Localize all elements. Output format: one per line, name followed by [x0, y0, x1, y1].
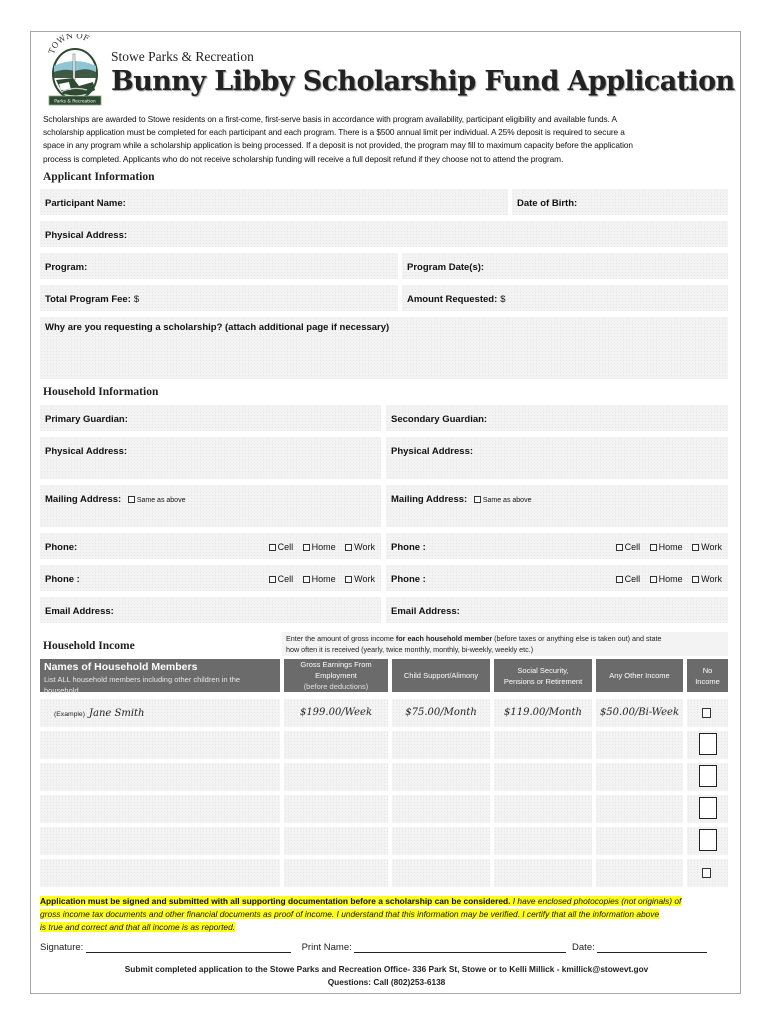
phone-type-work[interactable] — [692, 542, 722, 552]
amount-requested-field[interactable] — [402, 285, 728, 311]
physical-address-label: Physical Address: — [45, 230, 128, 241]
gross-earnings-input[interactable] — [284, 859, 388, 887]
work-checkbox[interactable] — [692, 576, 699, 583]
member-name-input[interactable] — [40, 859, 280, 887]
home-label: Home — [311, 542, 336, 552]
dollar-sign: $ — [500, 294, 506, 305]
no-income-cell — [687, 795, 728, 823]
work-checkbox[interactable] — [692, 544, 699, 551]
svg-text:Parks & Recreation: Parks & Recreation — [54, 99, 96, 105]
gross-earnings-input[interactable] — [284, 795, 388, 823]
no-income-checkbox[interactable] — [699, 733, 717, 755]
date-of-birth-field[interactable] — [512, 189, 728, 215]
questions-contact: Questions: Call (802)253-6138 — [327, 977, 446, 987]
intro-line: scholarship application must be completed for each participant and each program. There is a $500 annual limit per individual. A 25% deposit is required to secure a — [43, 127, 625, 138]
other-income-input[interactable] — [596, 763, 683, 791]
phone-type-cell[interactable] — [616, 542, 641, 552]
other-income-input[interactable] — [596, 827, 683, 855]
scholarship-reason-label: Why are you requesting a scholarship? (attach additional page if necessary) — [45, 322, 390, 333]
no-income-header-line: No — [702, 665, 713, 675]
social-header-line: Social Security, — [517, 665, 569, 675]
program-field[interactable] — [40, 253, 398, 279]
phone-type-cell[interactable] — [616, 574, 641, 584]
primary-guardian-label: Primary Guardian: — [45, 414, 128, 425]
phone-type-home[interactable] — [303, 574, 336, 584]
member-name-input[interactable] — [40, 795, 280, 823]
column-header-other-income — [596, 659, 683, 692]
home-checkbox[interactable] — [650, 576, 657, 583]
program-label: Program: — [45, 262, 88, 273]
secondary-phone-1-field[interactable] — [386, 533, 728, 559]
submission-instructions: Submit completed application to the Stowe Parks and Recreation Office- 336 Park St, Stowe or to Kelli Millick - kmillick@stowevt.gov — [124, 964, 649, 974]
example-name-cell — [40, 699, 280, 727]
example-social-cell: $119.00/Month — [494, 699, 592, 727]
gross-earnings-input[interactable] — [284, 827, 388, 855]
work-label: Work — [701, 542, 722, 552]
home-label: Home — [311, 574, 336, 584]
phone-type-work[interactable] — [345, 574, 375, 584]
phone-label: Phone: — [45, 542, 78, 553]
child-support-input[interactable] — [392, 859, 490, 887]
work-label: Work — [354, 542, 375, 552]
example-label: (Example) — [54, 711, 85, 718]
gross-header-line: (before deductions) — [303, 682, 369, 691]
participant-name-label: Participant Name: — [45, 198, 126, 209]
column-header-no-income — [687, 659, 728, 692]
same-as-above-option[interactable] — [128, 497, 186, 504]
other-income-input[interactable] — [596, 731, 683, 759]
phone-type-home[interactable] — [650, 542, 683, 552]
same-as-above-checkbox[interactable] — [128, 496, 135, 503]
gross-earnings-input[interactable] — [284, 763, 388, 791]
social-security-input[interactable] — [494, 731, 592, 759]
no-income-checkbox[interactable] — [702, 868, 711, 878]
home-checkbox[interactable] — [303, 544, 310, 551]
social-security-input[interactable] — [494, 827, 592, 855]
primary-phone-2-field[interactable] — [40, 565, 381, 591]
phone-label: Phone : — [391, 574, 426, 585]
phone-type-options — [609, 542, 722, 552]
instructions-bold: for each household member — [395, 634, 493, 643]
email-label: Email Address: — [391, 606, 460, 617]
instructions-text: Enter the amount of gross income — [286, 634, 396, 643]
cell-checkbox[interactable] — [616, 544, 623, 551]
social-security-input[interactable] — [494, 795, 592, 823]
total-program-fee-field[interactable] — [40, 285, 398, 311]
primary-physical-address-field[interactable] — [40, 437, 381, 479]
child-support-input[interactable] — [392, 763, 490, 791]
secondary-guardian-field[interactable] — [386, 405, 728, 431]
primary-mailing-address-field[interactable] — [40, 485, 381, 527]
social-security-input[interactable] — [494, 859, 592, 887]
signature-label: Signature: — [40, 942, 84, 953]
work-label: Work — [701, 574, 722, 584]
child-support-header: Child Support/Alimony — [403, 671, 479, 680]
secondary-phone-2-field[interactable] — [386, 565, 728, 591]
no-income-checkbox[interactable] — [699, 797, 717, 819]
intro-paragraph — [43, 113, 733, 166]
section-title-household: Household Information — [43, 386, 159, 398]
print-name-input[interactable] — [354, 944, 566, 953]
work-label: Work — [354, 574, 375, 584]
print-name-label: Print Name: — [301, 942, 352, 953]
secondary-physical-address-field[interactable] — [386, 437, 728, 479]
certification-italic: is true and correct and that all income is as reported. — [40, 922, 236, 933]
signature-input[interactable] — [86, 944, 291, 953]
column-header-child-support — [392, 659, 490, 692]
same-as-above-checkbox[interactable] — [474, 496, 481, 503]
social-security-input[interactable] — [494, 763, 592, 791]
home-checkbox[interactable] — [303, 576, 310, 583]
primary-email-field[interactable] — [40, 597, 381, 623]
phone-label: Phone : — [45, 574, 80, 585]
phone-type-work[interactable] — [692, 574, 722, 584]
social-header-line: Pensions or Retirement — [503, 676, 583, 686]
example-gross-cell: $199.00/Week — [284, 699, 388, 727]
example-no-income-cell — [687, 699, 728, 727]
primary-phone-1-field[interactable] — [40, 533, 381, 559]
cell-label: Cell — [624, 542, 641, 552]
cell-checkbox[interactable] — [269, 544, 276, 551]
cell-checkbox[interactable] — [616, 576, 623, 583]
home-checkbox[interactable] — [650, 544, 657, 551]
no-income-checkbox[interactable] — [699, 829, 717, 851]
cell-checkbox[interactable] — [269, 576, 276, 583]
phone-type-cell[interactable] — [269, 542, 294, 552]
mailing-address-label: Mailing Address: — [45, 494, 122, 505]
other-income-header: Any Other Income — [609, 671, 670, 680]
page-title: Bunny Libby Scholarship Fund Application — [111, 66, 735, 97]
physical-address-label: Physical Address: — [45, 446, 128, 457]
phone-type-options — [262, 542, 375, 552]
example-other-cell: $50.00/Bi-Week — [596, 699, 683, 727]
dollar-sign: $ — [133, 294, 140, 305]
no-income-cell — [687, 827, 728, 855]
no-income-checkbox[interactable] — [702, 708, 711, 718]
home-label: Home — [658, 542, 683, 552]
work-checkbox[interactable] — [345, 576, 352, 583]
svg-text:TOWN OF: TOWN OF — [47, 34, 91, 56]
date-label: Date: — [572, 942, 595, 953]
secondary-mailing-address-field[interactable] — [386, 485, 728, 527]
email-label: Email Address: — [45, 606, 114, 617]
phone-type-options — [262, 574, 375, 584]
participant-name-field[interactable] — [40, 189, 508, 215]
secondary-guardian-label: Secondary Guardian: — [391, 414, 488, 425]
example-child-support-cell: $75.00/Month — [392, 699, 490, 727]
program-dates-field[interactable] — [402, 253, 728, 279]
program-dates-label: Program Date(s): — [407, 262, 485, 273]
no-income-cell — [687, 731, 728, 759]
intro-line: space in any program while a scholarship application is being processed. If a deposit is not provided, the program may fill to maximum capacity before the application — [43, 140, 633, 151]
no-income-checkbox[interactable] — [699, 765, 717, 787]
application-page — [30, 31, 741, 994]
section-title-applicant: Applicant Information — [43, 171, 155, 183]
instructions-text: (before taxes or anything else is taken out) and state — [492, 634, 662, 643]
amount-requested-label: Amount Requested: — [407, 294, 498, 305]
member-name-input[interactable] — [40, 763, 280, 791]
certification-bold: Application must be signed and submitted with all supporting documentation before a scholarship can be considered. — [40, 896, 511, 906]
same-as-above-option[interactable] — [474, 497, 532, 504]
no-income-cell — [687, 859, 728, 887]
scholarship-reason-field[interactable] — [40, 317, 728, 379]
phone-type-home[interactable] — [650, 574, 683, 584]
gross-header-line: Gross Earnings From — [300, 660, 372, 669]
stowe-seal-icon — [43, 34, 107, 108]
names-header-sub: List ALL household members including other children in the household. — [44, 675, 241, 695]
column-header-gross — [284, 659, 388, 692]
certification-statement — [40, 895, 734, 935]
physical-address-field[interactable] — [40, 221, 728, 247]
phone-type-work[interactable] — [345, 542, 375, 552]
other-income-input[interactable] — [596, 859, 683, 887]
same-as-above-label: Same as above — [482, 497, 532, 504]
example-name: Jane Smith — [88, 708, 145, 719]
intro-line: Scholarships are awarded to Stowe residents on a first-come, first-serve basis in accordance with program availability, participant eligibility and available funds. A — [43, 114, 617, 124]
secondary-email-field[interactable] — [386, 597, 728, 623]
total-program-fee-label: Total Program Fee: — [45, 294, 131, 305]
member-name-input[interactable] — [40, 827, 280, 855]
cell-label: Cell — [624, 574, 641, 584]
town-logo — [43, 34, 107, 108]
phone-type-home[interactable] — [303, 542, 336, 552]
child-support-input[interactable] — [392, 827, 490, 855]
signature-line — [40, 942, 740, 953]
home-label: Home — [658, 574, 683, 584]
child-support-input[interactable] — [392, 731, 490, 759]
organization-name: Stowe Parks & Recreation — [111, 49, 254, 64]
date-input[interactable] — [597, 944, 707, 953]
gross-header-line: Employment — [315, 671, 357, 680]
cell-label: Cell — [277, 574, 294, 584]
member-name-input[interactable] — [40, 731, 280, 759]
no-income-cell — [687, 763, 728, 791]
phone-type-cell[interactable] — [269, 574, 294, 584]
instructions-line2: how often it is received (yearly, twice monthly, monthly, bi-weekly, weekly etc.) — [286, 645, 534, 654]
phone-type-options — [609, 574, 722, 584]
primary-guardian-field[interactable] — [40, 405, 381, 431]
mailing-address-label: Mailing Address: — [391, 494, 468, 505]
column-header-social-security — [494, 659, 592, 692]
section-title-income: Household Income — [43, 640, 135, 652]
names-header-title: Names of Household Members — [44, 661, 198, 673]
gross-earnings-input[interactable] — [284, 731, 388, 759]
date-of-birth-label: Date of Birth: — [517, 198, 578, 209]
certification-italic: gross income tax documents and other financial documents as proof of income. I understand that this information may be verified. I certify that all the information above — [40, 909, 660, 920]
other-income-input[interactable] — [596, 795, 683, 823]
column-header-names — [40, 659, 280, 695]
phone-label: Phone : — [391, 542, 426, 553]
work-checkbox[interactable] — [345, 544, 352, 551]
cell-label: Cell — [277, 542, 294, 552]
no-income-header-line: Income — [695, 676, 720, 686]
same-as-above-label: Same as above — [136, 497, 186, 504]
physical-address-label: Physical Address: — [391, 446, 474, 457]
intro-line: process is completed. Applicants who do not receive scholarship funding will receive a full deposit refund if they choose not to attend the program. — [43, 153, 564, 164]
certification-italic: I have enclosed photocopies (not originals) of — [510, 896, 682, 906]
income-instructions — [282, 632, 728, 656]
child-support-input[interactable] — [392, 795, 490, 823]
